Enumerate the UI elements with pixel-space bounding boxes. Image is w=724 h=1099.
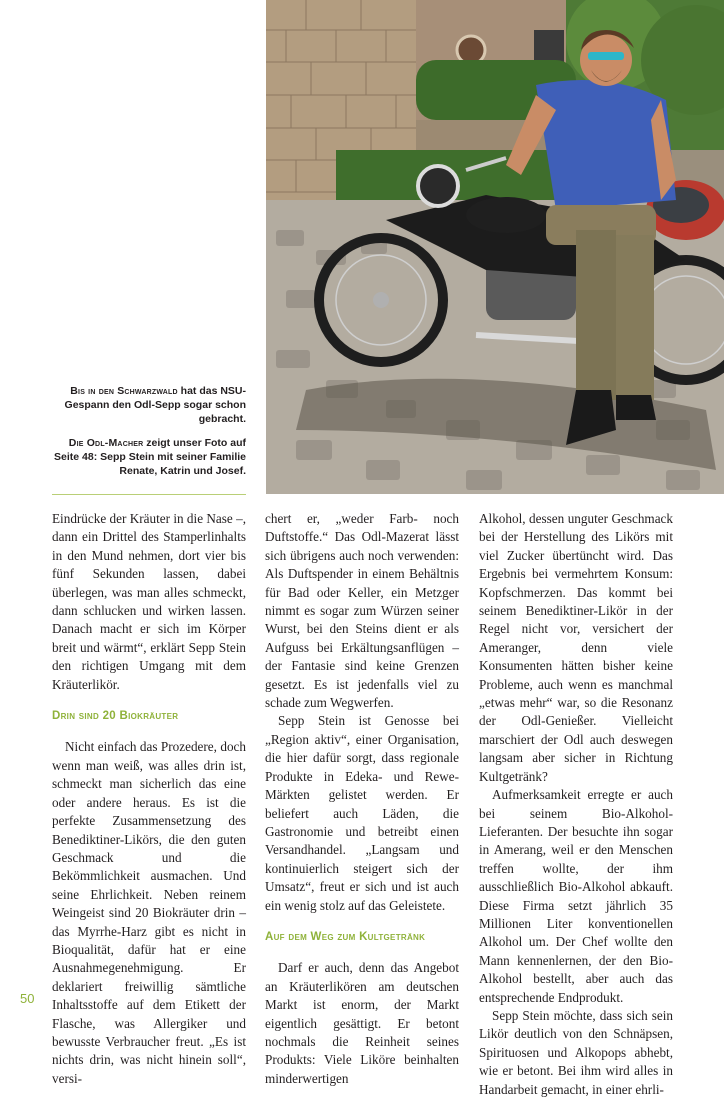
col3-paragraph-3: Sepp Stein möchte, dass sich sein Likör deutlich von den Schnäpsen, Spirituosen und Alkopops abhebt, wie er betont. Bei ihm wird alles in Handarbeit gemacht, in einer ehrli- <box>479 1007 673 1097</box>
photo-caption <box>52 384 246 488</box>
col2-paragraph-3: Darf er auch, denn das Angebot an Kräuterlikören am deutschen Markt ist enorm, der Markt eigentlich gesättigt. Er betont nochmals die Reinheit seines Produkts: Viele Liköre beinhalten minderwertigen <box>265 960 459 1086</box>
caption-paragraph-2 <box>52 436 246 478</box>
col3-paragraph-2: Aufmerksamkeit erregte er auch bei seinem Bio-Alkohol-Lieferanten. Der besuchte ihn sogar in Amerang, weil er den Menschen treffen wollte, der ihm ausschließlich Bio-Alkohol abkauft. Diese Firma setzt jährlich 35 Millionen Liter konventionellen Alkohol um. Der Chef wollte den Mann kennenlernen, der den Bio-Alkohol bestellt, aber auch das entsprechende Endprodukt. <box>479 787 673 1005</box>
page-number: 50 <box>20 991 35 1006</box>
caption-1-lead: Bis in den Schwarzwald <box>70 385 178 397</box>
caption-paragraph-1 <box>52 384 246 426</box>
col1-paragraph-2: Nicht einfach das Prozedere, doch wenn man weiß, was alles drin ist, schmeckt man sicherlich das eine oder andere heraus. Es ist die perfekte Zusammensetzung des Benediktiner-Likörs, die den guten Geschmack und die Bekömmlichkeit ausmachen. Und seine Ehrlichkeit. Neben reinem Weingeist sind 20 Biokräuter drin – das Myrrhe-Harz gibt es nicht in Bioqualität, dafür hat er eine Ausnahmegenehmigung. Er deklariert freiwillig sämtliche Inhaltsstoffe auf dem Etikett der Flasche, was Allergiker und bewusste Verbraucher freut. „Es ist nichts drin, was nicht hinein soll“, versi- <box>52 739 246 1086</box>
caption-1-text: hat das NSU-Gespann den Odl-Sepp sogar schon gebracht. <box>64 385 246 425</box>
caption-divider <box>52 494 246 495</box>
caption-2-text: zeigt unser Foto auf Seite 48: Sepp Stein mit seiner Familie Renate, Katrin und Josef. <box>54 437 246 477</box>
photo-illustration <box>266 0 724 494</box>
col2-paragraph-2: Sepp Stein ist Genosse bei „Region aktiv“, einer Organisation, die hier dafür sorgt, dass regionale Produkte in Edeka- und Rewe-Märkten gelistet werden. Er beliefert auch Läden, die Gastronomie und betreibt einen Versandhandel. „Langsam und kontinuierlich steigert sich der Umsatz“, freut er sich und ist auch ein wenig stolz auf das Geleistete. <box>265 713 459 913</box>
text-column-1 <box>52 510 246 1088</box>
col2-paragraph-1: chert er, „weder Farb- noch Duftstoffe.“ Das Odl-Mazerat lässt sich übrigens auch noch verwenden: Als Duftspender in einem Behältnis für Bad oder Keller, ein Metzger nimmt es sogar zum Würzen seiner Wurst, bei den Steins dient er als Aufguss bei Erkältungsanflügen – der Fantasie sind keine Grenzen gesetzt. Es ist jedenfalls viel zu schade zum Wegwerfen. <box>265 511 459 711</box>
subheading-kultgetraenk: Auf dem Weg zum Kultgetränk <box>265 930 426 943</box>
col1-paragraph-1: Eindrücke der Kräuter in die Nase –, dann ein Drittel des Stamperlinhalts in den Mund nehmen, dort vier bis fünf Sekunden lassen, dabei überlegen, was man alles schmeckt, dann schlucken und wirken lassen. Danach macht er sich im Körper breit und wärmt“, erklärt Sepp Stein den richtigen Umgang mit dem Kräuterlikör. <box>52 511 246 692</box>
motorcycle-photo <box>266 0 724 494</box>
text-column-3 <box>479 510 673 1099</box>
subheading-biokraeuter: Drin sind 20 Biokräuter <box>52 710 179 723</box>
col3-paragraph-1: Alkohol, dessen unguter Geschmack bei der Herstellung des Likörs mit viel Zucker übertüncht wird. Das Ergebnis bei vermehrtem Konsum: Kopfschmerzen. Das kommt bei seinem Benediktiner-Likör in der Regel nicht vor, versichert der Ameranger, denn viele Konsumenten hätten bisher keine Probleme, auch wenn es manchmal „etwas mehr“ war, so die Resonanz der Odl-Genießer. Vielleicht marschiert der Odl auch deswegen langsam aber sicher in Richtung Kultgetränk? <box>479 511 673 784</box>
caption-2-lead: Die Odl-Macher <box>68 437 144 449</box>
text-column-2 <box>265 510 459 1088</box>
